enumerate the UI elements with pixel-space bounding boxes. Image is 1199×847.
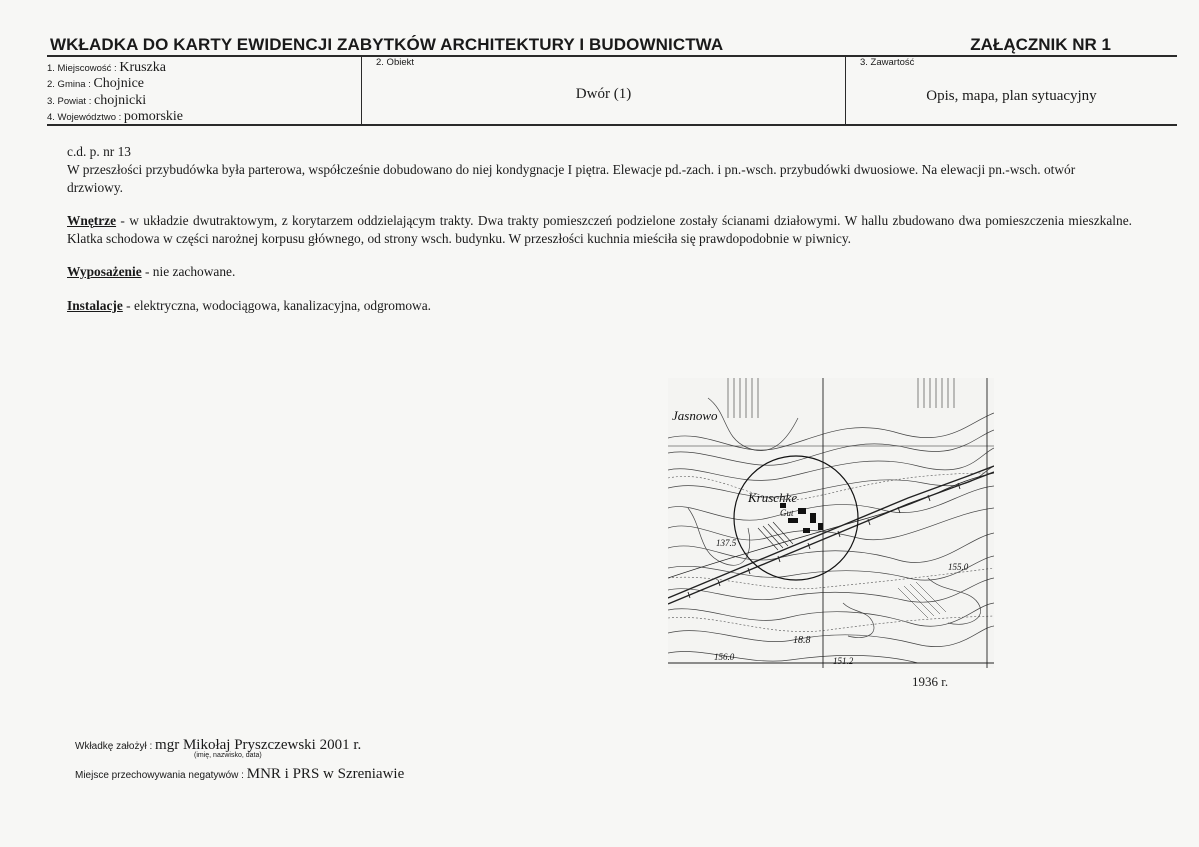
interior-heading: Wnętrze [67, 213, 117, 228]
header-title: WKŁADKA DO KARTY EWIDENCJI ZABYTKÓW ARCHITEKTURY I BUDOWNICTWA [50, 35, 724, 54]
founder-value: mgr Mikołaj Pryszczewski 2001 r. [155, 737, 362, 753]
map-label-place2: Kruschke [748, 490, 798, 505]
map-year: 1936 r. [912, 674, 949, 689]
locality-label: 1. Miejscowość : [47, 63, 120, 74]
county-label: 3. Powiat : [47, 96, 94, 107]
map-label-place3: Gut [780, 508, 794, 518]
storage-row [75, 765, 404, 783]
map-label-elev4: 151.2 [833, 656, 854, 666]
equipment-heading: Wyposażenie [67, 264, 142, 279]
contents-value: Opis, mapa, plan sytuacyjny [926, 88, 1097, 104]
installations-heading: Instalacje [67, 298, 123, 313]
installations-text: - elektryczna, wodociągowa, kanalizacyjna, odgromowa. [122, 298, 432, 313]
voivodeship-value: pomorskie [123, 109, 184, 124]
map-label-elev2: 155.0 [948, 562, 969, 572]
continuation-note: c.d. p. nr 13 [67, 144, 131, 159]
annex-label: ZAŁĄCZNIK NR 1 [970, 35, 1111, 54]
topographic-map [668, 378, 994, 668]
interior-text: - w układzie dwutraktowym, z korytarzem oddzielającym trakty. Dwa trakty pomieszczeń podzielone zostały ścianami działowymi. W hallu zbudowano dwa pomieszczenia mieszkalne. Klatka schodowa w części narożnej korpusu głównego, od strony wsch. budynku. W przeszłości kuchnia mieściła się prawdopodobnie w piwnicy. [67, 213, 1132, 246]
storage-value: MNR i PRS w Szreniawie [246, 766, 405, 782]
storage-label: Miejsce przechowywania negatywów : [75, 770, 247, 781]
object-label: 2. Obiekt [376, 57, 415, 68]
commune-label: 2. Gmina : [47, 79, 94, 90]
top-rule [47, 55, 1177, 57]
voivodeship-field [47, 107, 183, 125]
bottom-rule [47, 124, 1177, 126]
paragraph-extension: W przeszłości przybudówka była parterowa, współcześnie dobudowano do niej kondygnacje I piętra. Elewacje pd.-zach. i pn.-wsch. przybudówki dwuosiowe. Na elewacji pn.-wsch. otwór drzwiowy. [67, 162, 1076, 195]
map-label-elev5: 18.8 [793, 635, 811, 646]
object-value: Dwór (1) [575, 86, 632, 102]
county-value: chojnicki [94, 93, 147, 108]
equipment-paragraph [67, 263, 1132, 281]
interior-paragraph [67, 212, 1132, 248]
founder-label: Wkładkę założył : [75, 741, 156, 752]
commune-value: Chojnice [93, 76, 145, 91]
equipment-text: - nie zachowane. [141, 264, 236, 279]
contents-label: 3. Zawartość [860, 57, 915, 68]
locality-value: Kruszka [119, 60, 166, 75]
map-label-elev1: 137.5 [716, 538, 737, 548]
commune-field [47, 74, 144, 92]
installations-paragraph [67, 297, 1132, 315]
voivodeship-label: 4. Województwo : [47, 112, 124, 123]
founder-hint: (imię, nazwisko, data) [194, 752, 262, 759]
map-drawing [668, 378, 994, 668]
map-label-elev3: 156.0 [714, 652, 735, 662]
map-label-place1: Jasnowo [672, 408, 718, 423]
